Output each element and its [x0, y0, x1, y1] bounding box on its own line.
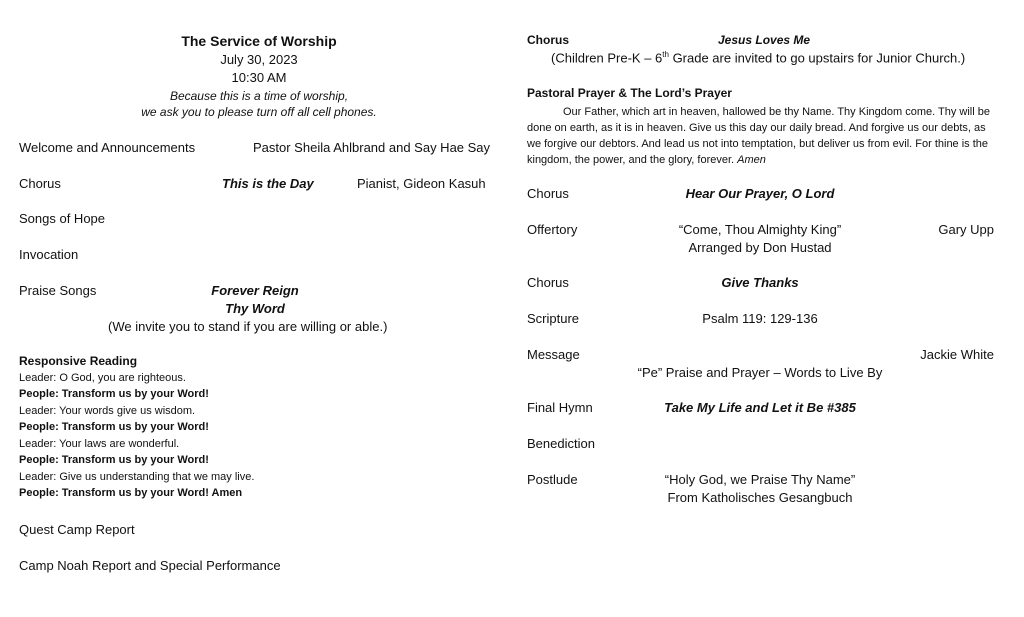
pianist-credit: Pianist, Gideon Kasuh	[357, 176, 486, 191]
postlude-title: “Holy God, we Praise Thy Name”	[664, 472, 856, 487]
chorus-2-label: Chorus	[527, 186, 569, 201]
offertory-label: Offertory	[527, 222, 578, 237]
junior-church-note: (Children Pre-K – 6th Grade are invited to go upstairs for Junior Church.)	[551, 50, 966, 66]
welcome-leaders: Pastor Sheila Ahlbrand and Say Hae Say	[253, 140, 491, 155]
message-title: “Pe” Praise and Prayer – Words to Live By	[637, 365, 883, 380]
quest-camp-report: Quest Camp Report	[19, 522, 135, 537]
service-date: July 30, 2023	[220, 52, 298, 67]
praise-songs-label: Praise Songs	[19, 283, 97, 298]
responsive-line: Leader: Give us understanding that we may live.	[19, 471, 255, 483]
camp-noah-report: Camp Noah Report and Special Performance	[19, 558, 281, 573]
invocation: Invocation	[19, 247, 79, 262]
responsive-line: People: Transform us by your Word!	[19, 388, 209, 400]
responsive-line: People: Transform us by your Word! Amen	[19, 487, 243, 499]
message-label: Message	[527, 347, 580, 362]
chorus-top-title: Jesus Loves Me	[718, 33, 811, 47]
chorus-title: This is the Day	[222, 176, 314, 191]
benediction: Benediction	[527, 436, 595, 451]
lords-prayer-text: Our Father, which art in heaven, hallowed be thy Name. Thy Kingdom come. Thy will be done on earth, as it is in heaven. Give us this day our daily bread. And forgive us our debts, as we forgive our debtors. And lead us not into temptation, but deliver us from evil. For thine is the kingdom, the power, and the glory, forever. Amen	[527, 106, 990, 166]
chorus-3-label: Chorus	[527, 275, 569, 290]
amen-text: Amen	[737, 154, 766, 166]
praise-song-1: Forever Reign	[211, 283, 299, 298]
page-title: The Service of Worship	[181, 33, 337, 49]
songs-of-hope: Songs of Hope	[19, 211, 106, 226]
cellphone-note-1: Because this is a time of worship,	[169, 89, 349, 103]
chorus-label: Chorus	[19, 176, 61, 191]
responsive-reading-heading: Responsive Reading	[19, 354, 138, 368]
scripture-label: Scripture	[527, 311, 580, 326]
scripture-reference: Psalm 119: 129-136	[702, 311, 818, 326]
chorus-2-title: Hear Our Prayer, O Lord	[685, 186, 835, 201]
offertory-arranger: Arranged by Don Hustad	[688, 240, 832, 255]
left-column	[0, 0, 510, 617]
stand-note: (We invite you to stand if you are willing or able.)	[108, 319, 388, 334]
final-hymn-title: Take My Life and Let it Be #385	[664, 400, 856, 415]
postlude-source: From Katholisches Gesangbuch	[667, 490, 853, 505]
postlude-label: Postlude	[527, 472, 578, 487]
responsive-line: Leader: O God, you are righteous.	[19, 372, 186, 384]
cellphone-note-2: we ask you to please turn off all cell phones.	[141, 105, 377, 119]
right-column	[510, 0, 1024, 617]
responsive-line: Leader: Your laws are wonderful.	[19, 438, 180, 450]
final-hymn-label: Final Hymn	[527, 400, 593, 415]
prayer-heading: Pastoral Prayer & The Lord’s Prayer	[527, 86, 732, 100]
chorus-top-label: Chorus	[527, 33, 569, 47]
praise-song-2: Thy Word	[225, 301, 285, 316]
offertory-title: “Come, Thou Almighty King”	[678, 222, 842, 237]
message-speaker: Jackie White	[920, 347, 994, 362]
responsive-line: People: Transform us by your Word!	[19, 454, 209, 466]
service-time: 10:30 AM	[231, 70, 287, 85]
responsive-line: Leader: Your words give us wisdom.	[19, 405, 196, 417]
welcome-label: Welcome and Announcements	[19, 140, 196, 155]
offertory-performer: Gary Upp	[938, 222, 994, 237]
chorus-3-title: Give Thanks	[721, 275, 799, 290]
responsive-line: People: Transform us by your Word!	[19, 421, 209, 433]
